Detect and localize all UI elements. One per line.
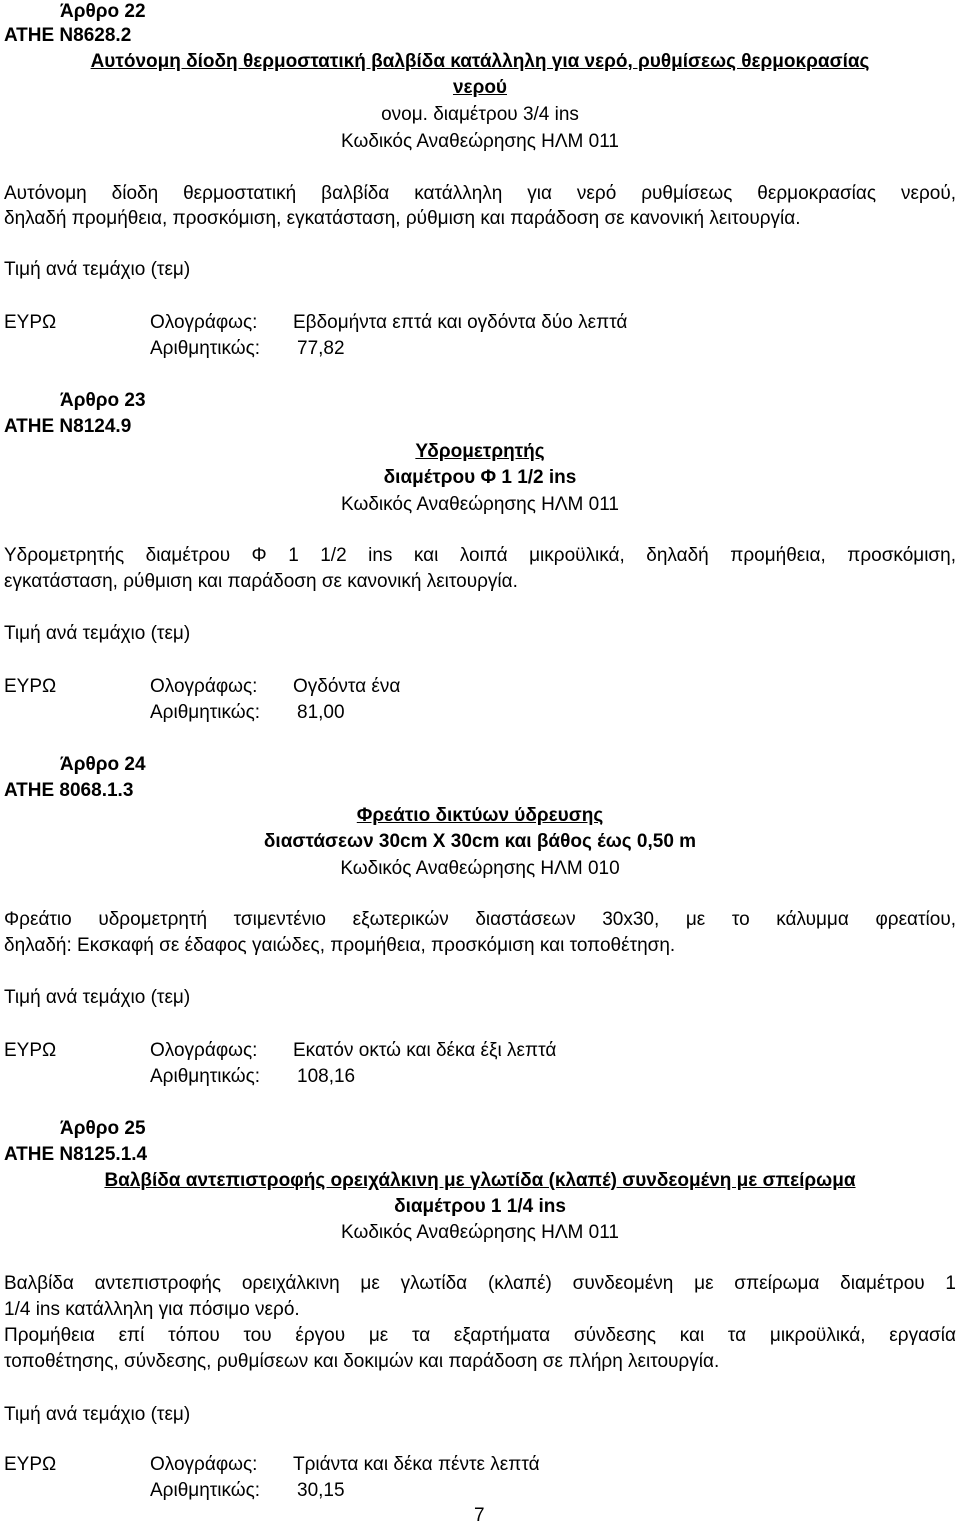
description-line: Υδρομετρητής διαμέτρου Φ 1 1/2 ins και λοιπά μικροϋλικά, δηλαδή προμήθεια, προσκόμιση, xyxy=(4,545,956,566)
description-line: Βαλβίδα αντεπιστροφής ορειχάλκινη με γλωτίδα (κλαπέ) συνδεομένη με σπείρωμα διαμέτρου 1 xyxy=(4,1273,956,1294)
article-title-line: Φρεάτιο δικτύων ύδρευσης xyxy=(356,805,604,826)
description-line: δηλαδή προμήθεια, προσκόμιση, εγκατάσταση, ρύθμιση και παράδοση σε κανονική λειτουργία. xyxy=(4,208,801,229)
article-code: ΑΤΗΕ Ν8628.2 xyxy=(4,25,132,46)
numeric-label: Αριθμητικώς: xyxy=(150,1480,261,1501)
unit-price-label: Τιμή ανά τεμάχιο (τεμ) xyxy=(4,1404,191,1425)
article-heading: Άρθρο 24 xyxy=(60,754,146,775)
description-line: Προμήθεια επί τόπου του έργου με τα εξαρτήματα σύνδεσης και τα μικροϋλικά, εργασία xyxy=(4,1325,956,1346)
article-heading: Άρθρο 22 xyxy=(60,1,146,22)
description-line: εγκατάσταση, ρύθμιση και παράδοση σε κανονική λειτουργία. xyxy=(4,571,518,592)
price-numeric: 77,82 xyxy=(297,338,345,359)
words-label: Ολογράφως: xyxy=(150,676,258,697)
price-in-words: Εβδομήντα επτά και ογδόντα δύο λεπτά xyxy=(293,312,628,333)
description-line: Αυτόνομη δίοδη θερμοστατική βαλβίδα κατάλληλη για νερό ρυθμίσεως θερμοκρασίας νερού, xyxy=(4,183,956,204)
price-numeric: 108,16 xyxy=(297,1066,356,1087)
article-title-line: ονομ. διαμέτρου 3/4 ins xyxy=(381,104,579,125)
article-title-line: διαμέτρου Φ 1 1/2 ins xyxy=(383,467,577,488)
revision-code: Κωδικός Αναθεώρησης ΗΛΜ 010 xyxy=(340,858,620,879)
currency-label: ΕΥΡΩ xyxy=(4,312,57,333)
article-title-line: διαστάσεων 30cm X 30cm και βάθος έως 0,50 m xyxy=(263,831,697,852)
unit-price-label: Τιμή ανά τεμάχιο (τεμ) xyxy=(4,987,191,1008)
article-code: ΑΤΗΕ Ν8124.9 xyxy=(4,416,132,437)
revision-code: Κωδικός Αναθεώρησης ΗΛΜ 011 xyxy=(341,1222,619,1243)
currency-label: ΕΥΡΩ xyxy=(4,676,57,697)
page-number: 7 xyxy=(474,1505,485,1526)
numeric-label: Αριθμητικώς: xyxy=(150,1066,261,1087)
revision-code: Κωδικός Αναθεώρησης ΗΛΜ 011 xyxy=(341,494,619,515)
description-line: δηλαδή: Εκσκαφή σε έδαφος γαιώδες, προμήθεια, προσκόμιση και τοποθέτηση. xyxy=(4,935,676,956)
article-title-line: Βαλβίδα αντεπιστροφής ορειχάλκινη με γλωτίδα (κλαπέ) συνδεομένη με σπείρωμα xyxy=(104,1170,856,1191)
description-line: 1/4 ins κατάλληλη για πόσιμο νερό. xyxy=(4,1299,300,1320)
words-label: Ολογράφως: xyxy=(150,1454,258,1475)
currency-label: ΕΥΡΩ xyxy=(4,1040,57,1061)
price-in-words: Εκατόν οκτώ και δέκα έξι λεπτά xyxy=(293,1040,557,1061)
unit-price-label: Τιμή ανά τεμάχιο (τεμ) xyxy=(4,623,191,644)
article-title-line: νερού xyxy=(452,77,507,98)
article-title-line: Υδρομετρητής xyxy=(415,441,545,462)
words-label: Ολογράφως: xyxy=(150,312,258,333)
article-code: ΑΤΗΕ 8068.1.3 xyxy=(4,780,134,801)
article-code: ΑΤΗΕ Ν8125.1.4 xyxy=(4,1144,148,1165)
price-in-words: Ογδόντα ένα xyxy=(293,676,401,697)
article-heading: Άρθρο 23 xyxy=(60,390,146,411)
unit-price-label: Τιμή ανά τεμάχιο (τεμ) xyxy=(4,259,191,280)
article-title-line: διαμέτρου 1 1/4 ins xyxy=(394,1196,566,1217)
currency-label: ΕΥΡΩ xyxy=(4,1454,57,1475)
price-in-words: Τριάντα και δέκα πέντε λεπτά xyxy=(293,1454,540,1475)
description-line: Φρεάτιο υδρομετρητή τσιμεντένιο εξωτερικών διαστάσεων 30x30, με το κάλυμμα φρεατίου, xyxy=(4,909,956,930)
article-title-line: Αυτόνομη δίοδη θερμοστατική βαλβίδα κατάλληλη για νερό, ρυθμίσεως θερμοκρασίας xyxy=(90,51,870,72)
article-heading: Άρθρο 25 xyxy=(60,1118,146,1139)
price-numeric: 81,00 xyxy=(297,702,345,723)
numeric-label: Αριθμητικώς: xyxy=(150,702,261,723)
numeric-label: Αριθμητικώς: xyxy=(150,338,261,359)
description-line: τοποθέτησης, σύνδεσης, ρυθμίσεων και δοκιμών και παράδοση σε πλήρη λειτουργία. xyxy=(4,1351,720,1372)
revision-code: Κωδικός Αναθεώρησης ΗΛΜ 011 xyxy=(341,131,619,152)
words-label: Ολογράφως: xyxy=(150,1040,258,1061)
price-numeric: 30,15 xyxy=(297,1480,345,1501)
